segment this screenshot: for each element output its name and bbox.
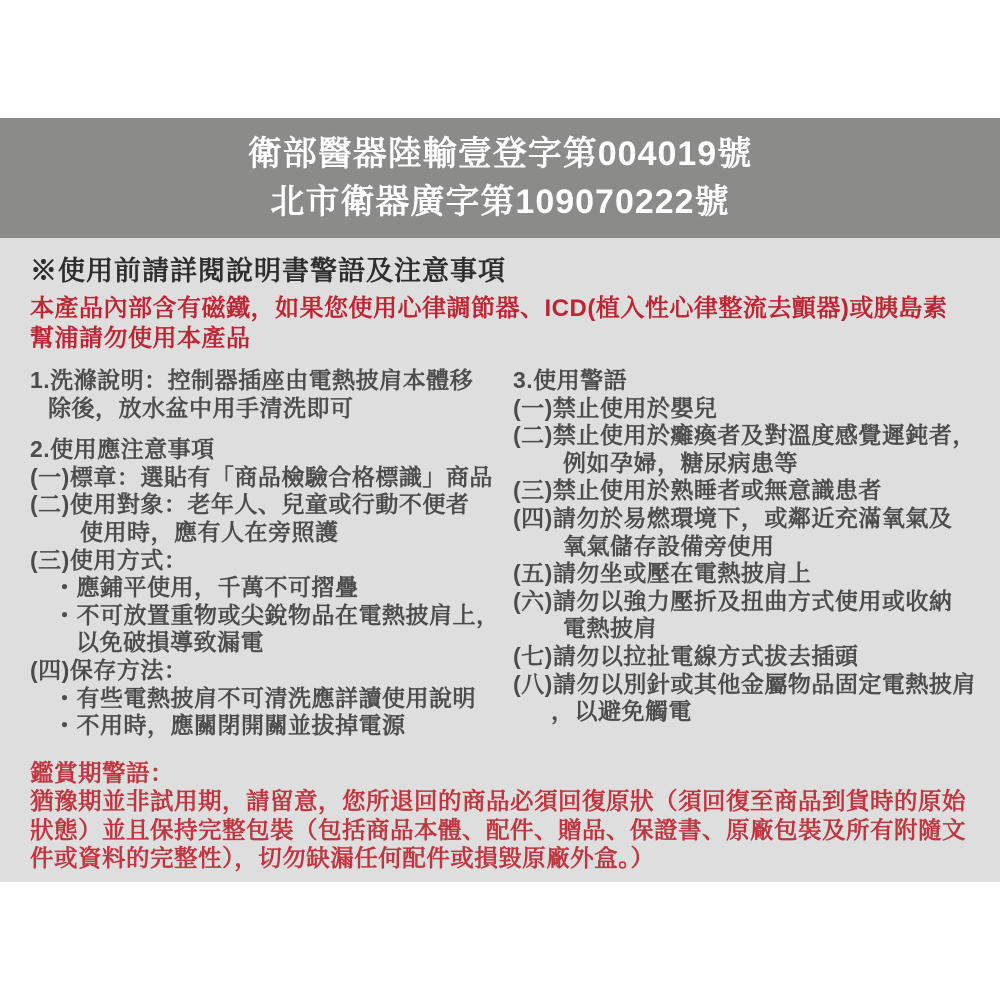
- warning-line: 例如孕婦，糖尿病患等: [563, 449, 798, 476]
- return-policy-line: 狀態）並且保持完整包裝（包括商品本體、配件、贈品、保證書、原廠包裝及所有附隨文: [30, 816, 966, 843]
- warning-line: (四)請勿於易燃環境下，或鄰近充滿氧氣及: [513, 504, 953, 531]
- instruction-line: 2.使用應注意事項: [30, 436, 215, 463]
- instruction-line: (四)保存方法：: [30, 656, 188, 683]
- license-number-line: 衛部醫器陸輸壹登字第004019號: [247, 135, 753, 173]
- instruction-line: 除後，放水盆中用手清洗即可: [48, 394, 354, 421]
- warning-line: (七)請勿以拉扯電線方式拔去插頭: [513, 642, 859, 669]
- return-policy-line: 猶豫期並非試用期，請留意，您所退回的商品必須回復原狀（須回復至商品到貨時的原始: [30, 788, 966, 815]
- warning-line: (五)請勿坐或壓在電熱披肩上: [513, 560, 812, 587]
- instruction-line: ・有些電熱披肩不可清洗應詳讀使用說明: [53, 684, 476, 711]
- magnet-warning: [30, 294, 978, 354]
- instruction-line: ・不可放置重物或尖銳物品在電熱披肩上，: [53, 601, 500, 628]
- license-number-line: 北市衛器廣字第109070222號: [270, 183, 730, 221]
- instruction-line: (三)使用方式：: [30, 546, 188, 573]
- warning-line: ，以避免觸電: [551, 698, 692, 725]
- warning-line: (一)禁止使用於嬰兒: [513, 394, 718, 421]
- return-policy-body: [30, 787, 978, 873]
- magnet-warning-line: 幫浦請勿使用本產品: [30, 325, 251, 352]
- warning-line: 3.使用警語: [513, 367, 628, 393]
- instruction-columns: [30, 367, 978, 740]
- column-usage-warnings: [513, 367, 978, 726]
- instruction-line: (一)標章：選貼有「商品檢驗合格標識」商品: [30, 463, 493, 490]
- instruction-line: ・不用時，應關閉開關並拔掉電源: [53, 712, 406, 739]
- notice-panel: [0, 238, 1000, 882]
- return-policy-line: 件或資料的完整性），切勿缺漏任何配件或損毀原廠外盒。）: [30, 845, 655, 872]
- instruction-line: (二)使用對象：老年人、兒童或行動不便者: [30, 491, 470, 518]
- instruction-line: 以免破損導致漏電: [76, 629, 264, 656]
- instruction-line: 1.洗滌說明：控制器插座由電熱披肩本體移: [30, 367, 474, 393]
- warning-line: (八)請勿以別針或其他金屬物品固定電熱披肩: [513, 670, 976, 697]
- notice-heading: ※使用前請詳閱說明書警語及注意事項: [30, 256, 506, 286]
- return-policy-title: 鑑賞期警語：: [30, 759, 174, 786]
- column-washing-and-precautions: [30, 367, 513, 740]
- warning-line: (六)請勿以強力壓折及扭曲方式使用或收納: [513, 587, 953, 614]
- regulatory-license-header: [0, 118, 1000, 238]
- warning-line: (三)禁止使用於熟睡者或無意識患者: [513, 477, 882, 504]
- return-policy-warning: [30, 759, 978, 873]
- warning-line: (二)禁止使用於癱瘓者及對溫度感覺遲鈍者，: [513, 422, 976, 449]
- magnet-warning-line: 本產品內部含有磁鐵，如果您使用心律調節器、ICD(植入性心律整流去顫器)或胰島素: [30, 295, 948, 322]
- instruction-line: ・應鋪平使用，千萬不可摺疊: [53, 574, 359, 601]
- warning-line: 電熱披肩: [563, 615, 657, 642]
- instruction-line: 使用時，應有人在旁照護: [80, 518, 339, 545]
- warning-line: 氧氣儲存設備旁使用: [563, 532, 775, 559]
